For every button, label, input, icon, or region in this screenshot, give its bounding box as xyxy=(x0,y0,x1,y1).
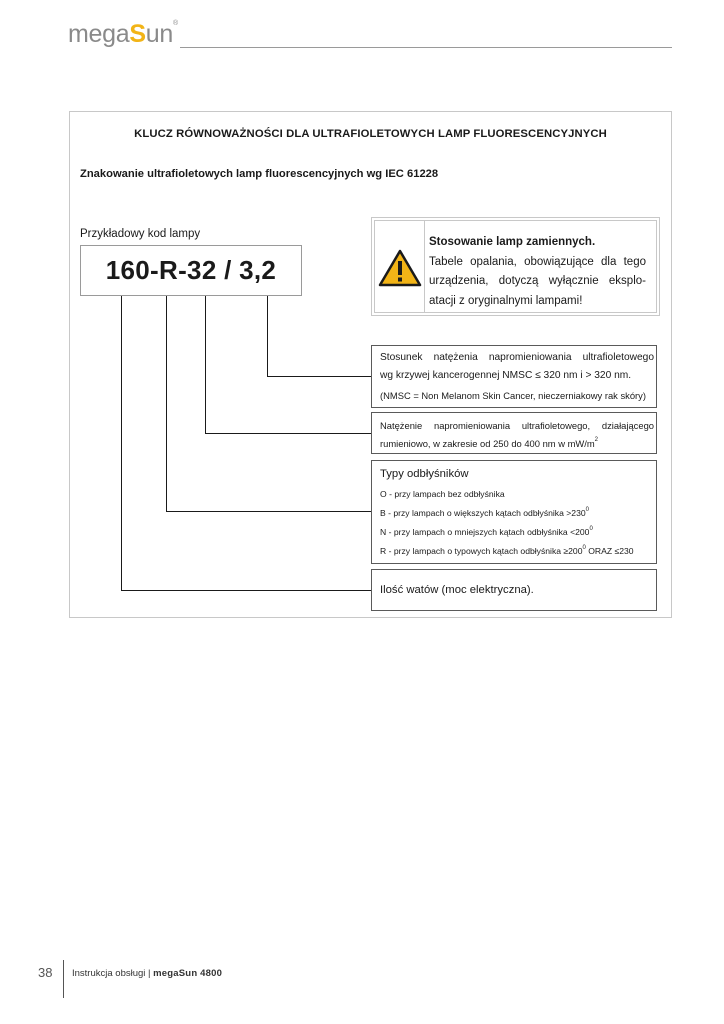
warning-body: Tabele opalania, obowiązujące dla tego urządzenia, dotyczą wyłącznie eksplo-atacji z oryginalnymi lampami! xyxy=(429,255,646,307)
footer-manual-label: Instrukcja obsługi | xyxy=(72,968,154,979)
uv-intensity-line2-text: rumieniowo, w zakresie od 250 do 400 nm w mW/m xyxy=(380,438,595,449)
connector-ratio-horizontal xyxy=(267,376,371,377)
uv-ratio-line2: wg krzywej kancerogennej NMSC ≤ 320 nm i > 320 nm. xyxy=(380,370,632,381)
connector-reflector-vertical xyxy=(166,296,167,512)
example-code-box xyxy=(80,245,302,296)
warning-title: Stosowanie lamp zamiennych. xyxy=(429,236,596,248)
reflector-type-b xyxy=(380,508,654,518)
warning-triangle-icon xyxy=(378,248,422,288)
page-title: KLUCZ RÓWNOWAŻNOŚCI DLA ULTRAFIOLETOWYCH LAMP FLUORESCENCYJNYCH xyxy=(134,128,607,140)
warning-inner-frame xyxy=(374,220,657,313)
wattage-box xyxy=(371,569,657,611)
reflector-type-n-sup: 0 xyxy=(589,526,593,532)
header-rule xyxy=(180,47,672,48)
connector-watts-horizontal xyxy=(121,590,371,591)
warning-divider xyxy=(424,221,425,312)
megasun-logo xyxy=(68,20,178,49)
section-subtitle: Znakowanie ultrafioletowych lamp fluorescencyjnych wg IEC 61228 xyxy=(80,168,439,180)
example-code-label: Przykładowy kod lampy xyxy=(80,228,201,240)
warning-text xyxy=(429,233,646,311)
uv-ratio-line1: Stosunek natężenia napromieniowania ultrafioletowego xyxy=(380,352,654,363)
connector-ratio-vertical xyxy=(267,296,268,377)
footer-rule xyxy=(63,960,64,998)
reflector-types-title: Typy odbłyśników xyxy=(380,468,469,480)
logo-text-un: un xyxy=(145,20,173,48)
page-number: 38 xyxy=(38,965,53,980)
reflector-type-r xyxy=(380,546,654,556)
logo-text-s: S xyxy=(129,20,146,48)
warning-box xyxy=(371,217,660,316)
example-code: 160-R-32 / 3,2 xyxy=(105,255,277,285)
uv-intensity-line1: Natężenie napromieniowania ultrafioletowego, działającego xyxy=(380,420,654,431)
uv-ratio-box xyxy=(371,345,657,408)
reflector-type-n-text: N - przy lampach o mniejszych kątach odbłyśnika <200 xyxy=(380,527,590,537)
uv-intensity-line2-sup: 2 xyxy=(594,437,599,443)
reflector-type-b-sup: 0 xyxy=(585,507,589,513)
reflector-type-b-text: B - przy lampach o większych kątach odbłyśnika >230 xyxy=(380,508,586,518)
logo-registered-mark: ® xyxy=(172,20,178,27)
connector-watts-vertical xyxy=(121,296,122,591)
reflector-type-r-text1: R - przy lampach o typowych kątach odbłyśnika ≥200 xyxy=(380,546,583,556)
connector-intensity-vertical xyxy=(205,296,206,434)
connector-reflector-horizontal xyxy=(166,511,371,512)
reflector-type-o: O - przy lampach bez odbłyśnika xyxy=(380,489,505,499)
wattage-text: Ilość watów (moc elektryczna). xyxy=(380,584,534,596)
uv-intensity-box xyxy=(371,412,657,454)
reflector-types-box xyxy=(371,460,657,564)
footer-label xyxy=(72,968,222,979)
logo-text-mega: mega xyxy=(68,20,130,48)
connector-intensity-horizontal xyxy=(205,433,371,434)
uv-ratio-note: (NMSC = Non Melanom Skin Cancer, nieczerniakowy rak skóry) xyxy=(380,390,646,401)
reflector-type-r-sup: 0 xyxy=(582,545,586,551)
uv-intensity-line2 xyxy=(380,438,654,449)
footer-model: megaSun 4800 xyxy=(153,968,223,979)
reflector-type-n xyxy=(380,527,654,537)
reflector-type-r-text2: ORAZ ≤230 xyxy=(585,546,634,556)
